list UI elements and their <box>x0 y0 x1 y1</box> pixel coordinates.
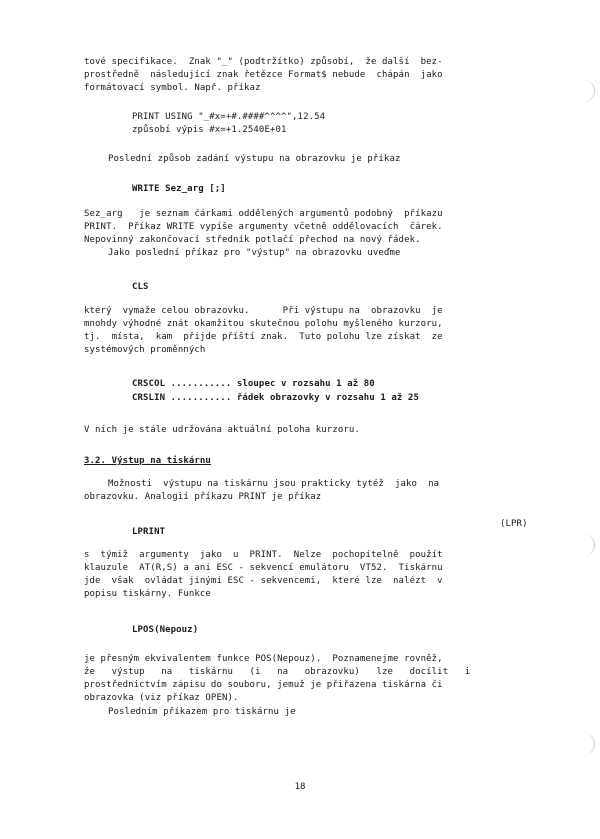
code-line: způsobí výpis #x=+1.2540E+01 <box>132 125 287 135</box>
text-line: obrazovku. Analogií příkazu PRINT je příkaz <box>84 492 322 502</box>
text-line: prostřednictvím zápisu do souboru, jemuž je přiřazena tiskárna či <box>84 680 443 690</box>
code-line: PRINT USING "_#x=+#.####^^^^",12.54 <box>132 112 326 122</box>
text-line: Poslední způsob zadání výstupu na obrazovku je příkaz <box>108 154 401 164</box>
command-write: WRITE Sez_arg [;] <box>132 184 226 194</box>
scan-mark <box>582 534 595 556</box>
text-line: PRINT. Příkaz WRITE vypíše argumenty včetně oddělovacích čárek. <box>84 222 443 232</box>
text-line: tj. místa, kam přijde příští znak. Tuto polohu lze získat ze <box>84 332 443 342</box>
variable-crscol: CRSCOL ........... sloupec v rozsahu 1 až 80 <box>132 379 375 389</box>
scan-mark <box>582 80 595 102</box>
function-lpos: LPOS(Nepouz) <box>132 625 199 635</box>
text-line: Posledním příkazem pro tiskárnu je <box>108 707 296 717</box>
text-line: formátovací symbol. Např. příkaz <box>84 83 261 93</box>
text-line: V nich je stále udržována aktuální poloha kurzoru. <box>84 425 360 435</box>
command-lprint: LPRINT <box>132 527 166 537</box>
variable-crslin: CRSLIN ........... řádek obrazovky v rozsahu 1 až 25 <box>132 393 419 403</box>
text-line: s týmiž argumenty jako u PRINT. Nelze pochopitelně použít <box>84 550 443 560</box>
text-line: popisu tiskárny. Funkce <box>84 589 211 599</box>
page-number: 18 <box>294 782 306 792</box>
text-line: tové specifikace. Znak "_" (podtržítko) způsobí, že další bez- <box>84 57 443 67</box>
text-line: který vymaže celou obrazovku. Při výstupu na obrazovku je <box>84 306 443 316</box>
text-line: Jako poslední příkaz pro "výstup" na obrazovku uveďme <box>108 248 401 258</box>
text-line: Sez_arg je seznam čárkami oddělených argumentů podobný příkazu <box>84 209 443 219</box>
text-line: Možnosti výstupu na tiskárnu jsou prakticky tytéž jako na <box>108 479 440 489</box>
text-line: obrazovka (viz příkaz OPEN). <box>84 693 239 703</box>
text-line: mnohdy výhodné znát okamžitou skutečnou polohu myšleného kurzoru, <box>84 319 443 329</box>
text-line: je přesným ekvivalentem funkce POS(Nepouz). Poznamenejme rovněž, <box>84 654 443 664</box>
scan-mark <box>582 733 595 755</box>
text-line: klauzule AT(R,S) a ani ESC - sekvencí emulátoru VT52. Tiskárnu <box>84 563 443 573</box>
text-line: prostředně následující znak řetězce Format$ nebude chápán jako <box>84 70 443 80</box>
text-line: že výstup na tiskárnu (i na obrazovku) lze docílit i <box>84 667 471 677</box>
command-cls: CLS <box>132 282 149 292</box>
text-line: systémových proměnných <box>84 345 206 355</box>
text-line: Nepovinný zakončovací středník potlačí přechod na nový řádek. <box>84 235 421 245</box>
section-heading: 3.2. Výstup na tiskárnu <box>84 456 211 466</box>
text-line: jde však ovládat jinými ESC - sekvencemi, které lze nalézt v <box>84 576 443 586</box>
abbreviation-note: (LPR) <box>500 519 528 529</box>
